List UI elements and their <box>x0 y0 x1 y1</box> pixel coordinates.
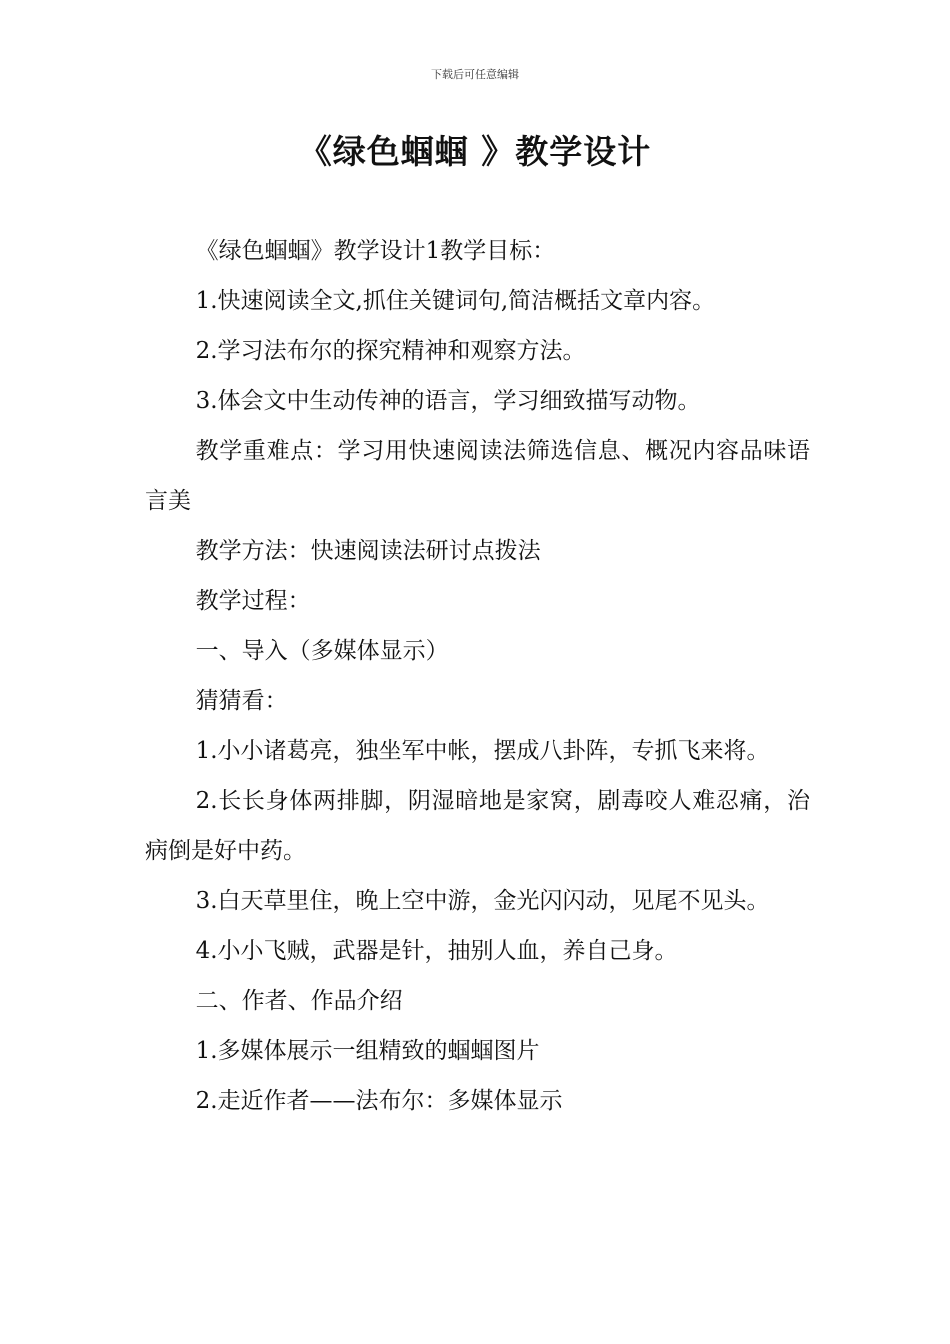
document-body <box>145 226 810 1126</box>
paragraph-key-difficulties: 教学重难点：学习用快速阅读法筛选信息、概况内容品味语言美 <box>145 438 810 514</box>
paragraph-author-2: 2.走近作者——法布尔：多媒体显示 <box>195 1088 563 1114</box>
paragraph-riddle-4: 4.小小飞贼，武器是针，抽别人血，养自己身。 <box>195 938 678 964</box>
paragraph-goal-3: 3.体会文中生动传神的语言，学习细致描写动物。 <box>195 388 701 414</box>
paragraph-teaching-process: 教学过程： <box>195 588 311 614</box>
paragraph-goal-2: 2.学习法布尔的探究精神和观察方法。 <box>195 338 586 364</box>
paragraph-section-intro: 一、导入（多媒体显示） <box>195 638 449 664</box>
paragraph-teaching-design-intro: 《绿色蝈蝈》教学设计1教学目标： <box>195 238 556 264</box>
paragraph-teaching-method: 教学方法：快速阅读法研讨点拨法 <box>195 538 541 564</box>
paragraph-section-author: 二、作者、作品介绍 <box>195 988 403 1014</box>
document-title: 《绿色蝈蝈 》教学设计 <box>298 132 652 171</box>
paragraph-riddle-1: 1.小小诸葛亮，独坐军中帐，摆成八卦阵，专抓飞来将。 <box>195 738 770 764</box>
paragraph-riddle-3: 3.白天草里住，晚上空中游，金光闪闪动，见尾不见头。 <box>195 888 770 914</box>
header-note: 下载后可任意编辑 <box>431 68 519 81</box>
paragraph-guess: 猜猜看： <box>195 688 288 714</box>
paragraph-riddle-2: 2.长长身体两排脚，阴湿暗地是家窝，剧毒咬人难忍痛，治病倒是好中药。 <box>145 788 810 864</box>
paragraph-goal-1: 1.快速阅读全文,抓住关键词句,简洁概括文章内容。 <box>195 288 716 314</box>
paragraph-author-1: 1.多媒体展示一组精致的蝈蝈图片 <box>195 1038 540 1064</box>
